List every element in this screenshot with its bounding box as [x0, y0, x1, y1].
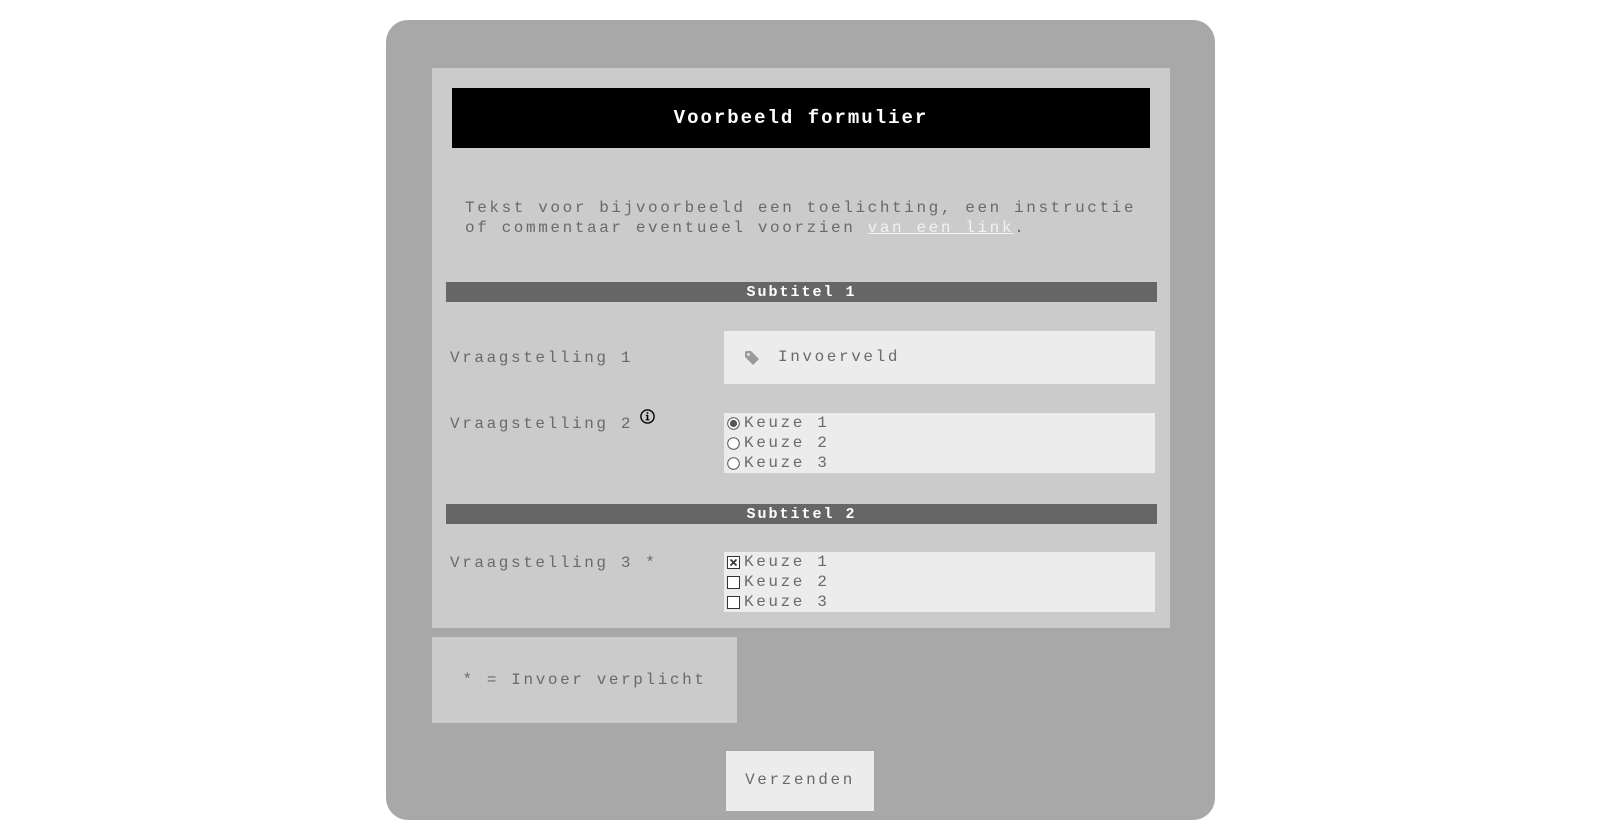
intro-end: . [1014, 219, 1027, 237]
checkbox-option-3[interactable] [727, 592, 829, 612]
radio-empty-icon[interactable] [727, 437, 740, 450]
radio-option-2[interactable] [727, 433, 829, 453]
checkbox-option-3-label: Keuze 3 [744, 593, 830, 611]
radio-option-1-label: Keuze 1 [744, 414, 830, 432]
checkbox-option-2-label: Keuze 2 [744, 573, 830, 591]
question-1-label: Vraagstelling 1 [450, 349, 634, 367]
checkbox-option-1[interactable] [727, 552, 829, 572]
section-subtitle-2-text: Subtitel 2 [746, 505, 857, 523]
radio-selected-icon[interactable] [727, 417, 740, 430]
radio-option-1[interactable] [727, 413, 829, 433]
question-1-input[interactable] [724, 331, 1155, 384]
section-subtitle-2 [446, 504, 1157, 524]
form-title-text: Voorbeeld formulier [673, 107, 929, 129]
question-1-input-value: Invoerveld [778, 348, 901, 366]
radio-option-2-label: Keuze 2 [744, 434, 830, 452]
form-title [452, 88, 1150, 148]
required-note-text: * = Invoer verplicht [462, 671, 707, 689]
required-note [432, 637, 737, 723]
question-3-label: Vraagstelling 3 * [450, 554, 658, 572]
checkbox-empty-icon[interactable] [727, 576, 740, 589]
radio-empty-icon[interactable] [727, 457, 740, 470]
checkbox-option-1-label: Keuze 1 [744, 553, 830, 571]
submit-button[interactable]: Verzenden [726, 751, 874, 811]
checkbox-checked-icon[interactable] [727, 556, 740, 569]
radio-option-3-label: Keuze 3 [744, 454, 830, 472]
question-2-radio-group [724, 413, 1155, 473]
section-subtitle-1-text: Subtitel 1 [746, 283, 857, 301]
question-3-checkbox-group [724, 552, 1155, 612]
intro-text [465, 198, 1145, 238]
intro-body: Tekst voor bijvoorbeeld een toelichting, een instructie of commentaar eventueel voorzien [465, 199, 1137, 237]
checkbox-empty-icon[interactable] [727, 596, 740, 609]
checkbox-option-2[interactable] [727, 572, 829, 592]
tag-icon [744, 350, 760, 366]
intro-link[interactable]: van een link [867, 219, 1015, 237]
radio-option-3[interactable] [727, 453, 829, 473]
question-2-label: Vraagstelling 2 [450, 415, 634, 433]
info-icon[interactable] [640, 409, 655, 424]
section-subtitle-1 [446, 282, 1157, 302]
